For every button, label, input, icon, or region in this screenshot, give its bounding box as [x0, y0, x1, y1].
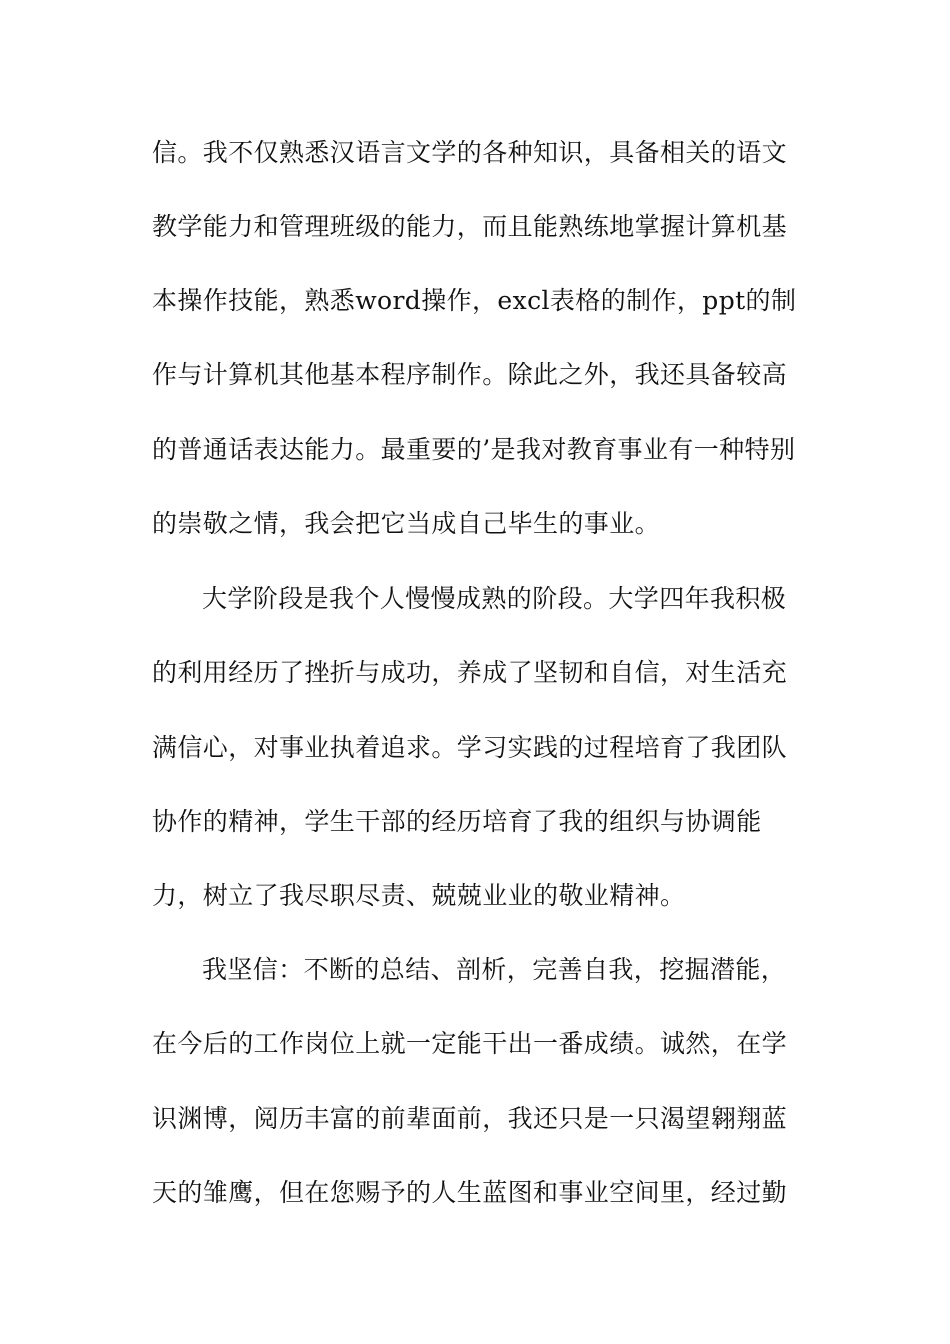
text-line-8: 的利用经历了挫折与成功，养成了坚韧和自信，对生活充	[152, 658, 788, 687]
text-line-4: 作与计算机其他基本程序制作。除此之外，我还具备较高	[152, 360, 788, 389]
paragraph-3-first-line: 我坚信：不断的总结、剖析，完善自我，挖掘潜能，	[202, 955, 787, 984]
text-line-2: 教学能力和管理班级的能力，而且能熟练地掌握计算机基	[152, 212, 788, 241]
text-line-14: 识渊博，阅历丰富的前辈面前，我还只是一只渴望翱翔蓝	[152, 1104, 788, 1133]
paragraph-2-first-line: 大学阶段是我个人慢慢成熟的阶段。大学四年我积极	[202, 584, 787, 613]
text-line-15: 天的雏鹰，但在您赐予的人生蓝图和事业空间里，经过勤	[152, 1178, 788, 1207]
text-line-11: 力，树立了我尽职尽责、兢兢业业的敬业精神。	[152, 881, 686, 910]
text-line-9: 满信心，对事业执着追求。学习实践的过程培育了我团队	[152, 733, 788, 762]
text-line-6: 的崇敬之情，我会把它当成自己毕生的事业。	[152, 509, 661, 538]
text-line-13: 在今后的工作岗位上就一定能干出一番成绩。诚然，在学	[152, 1029, 788, 1058]
text-line-5: 的普通话表达能力。最重要的’是我对教育事业有一种特别	[152, 435, 796, 464]
text-line-3: 本操作技能，熟悉word操作，excl表格的制作，ppt的制	[152, 286, 797, 315]
text-line-10: 协作的精神，学生干部的经历培育了我的组织与协调能	[152, 807, 762, 836]
text-line-1: 信。我不仅熟悉汉语言文学的各种知识，具备相关的语文	[152, 138, 788, 167]
